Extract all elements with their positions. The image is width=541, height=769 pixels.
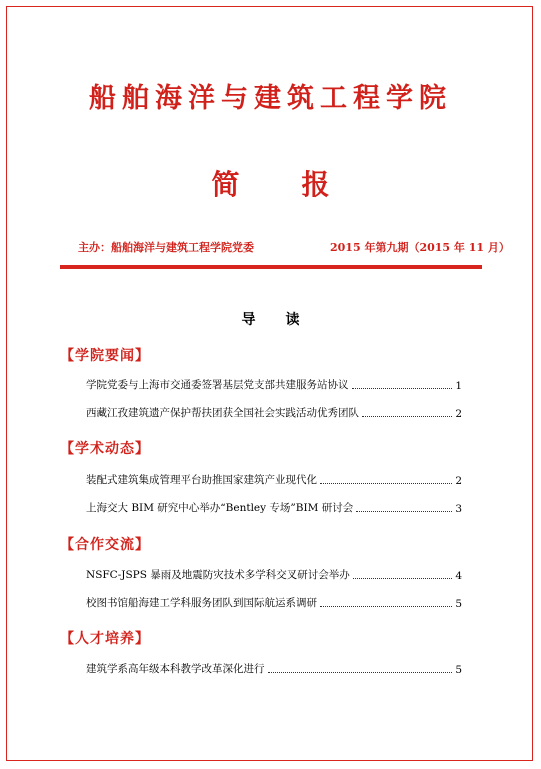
toc-entry[interactable] — [86, 595, 462, 610]
leader-dots — [353, 578, 453, 579]
toc-heading-right: 读 — [285, 312, 300, 328]
toc-heading-left: 导 — [241, 312, 256, 328]
toc-entry-page: 2 — [455, 475, 462, 487]
section-heading: 【合作交流】 — [60, 537, 150, 553]
toc-entry-title: 建筑学系高年级本科教学改革深化进行 — [86, 663, 265, 675]
leader-dots — [356, 511, 452, 512]
toc-entry-page: 3 — [455, 503, 462, 515]
header-divider — [60, 265, 482, 269]
toc-entry-title: NSFC-JSPS 暴雨及地震防灾技术多学科交叉研讨会举办 — [86, 569, 350, 581]
subtitle-right: 报 — [301, 168, 330, 201]
newsletter-subtitle — [0, 163, 541, 203]
toc-entry-title: 西藏江孜建筑遗产保护帮扶团获全国社会实践活动优秀团队 — [86, 407, 359, 419]
issue-line: 2015 年第九期（2015 年 11 月） — [330, 241, 510, 254]
section-heading: 【学院要闻】 — [60, 348, 150, 364]
toc-entry-title: 校图书馆船海建工学科服务团队到国际航运系调研 — [86, 597, 317, 609]
leader-dots — [352, 388, 453, 389]
toc-entry-page: 2 — [455, 408, 462, 420]
section-heading: 【学术动态】 — [60, 441, 150, 457]
toc-entry-page: 5 — [455, 664, 462, 676]
toc-entry-title: 上海交大 BIM 研究中心举办“Bentley 专场”BIM 研讨会 — [86, 502, 354, 514]
toc-entry[interactable] — [86, 472, 462, 487]
toc-heading — [0, 309, 541, 329]
toc-entry-title: 装配式建筑集成管理平台助推国家建筑产业现代化 — [86, 474, 317, 486]
newsletter-title: 船舶海洋与建筑工程学院 — [89, 83, 452, 114]
toc-entry-title: 学院党委与上海市交通委签署基层党支部共建服务站协议 — [86, 379, 349, 391]
toc-entry[interactable] — [86, 405, 462, 420]
leader-dots — [320, 483, 452, 484]
toc-entry[interactable] — [86, 500, 462, 515]
leader-dots — [362, 416, 452, 417]
toc-entry[interactable] — [86, 567, 462, 582]
subtitle-left: 简 — [211, 168, 240, 201]
toc-entry-page: 4 — [455, 570, 462, 582]
leader-dots — [268, 672, 453, 673]
host-line: 主办：船舶海洋与建筑工程学院党委 — [78, 241, 254, 254]
toc-entry-page: 1 — [455, 380, 462, 392]
toc-entry[interactable] — [86, 661, 462, 676]
toc-entry-page: 5 — [455, 598, 462, 610]
toc-entry[interactable] — [86, 377, 462, 392]
section-heading: 【人才培养】 — [60, 631, 150, 647]
leader-dots — [320, 606, 452, 607]
